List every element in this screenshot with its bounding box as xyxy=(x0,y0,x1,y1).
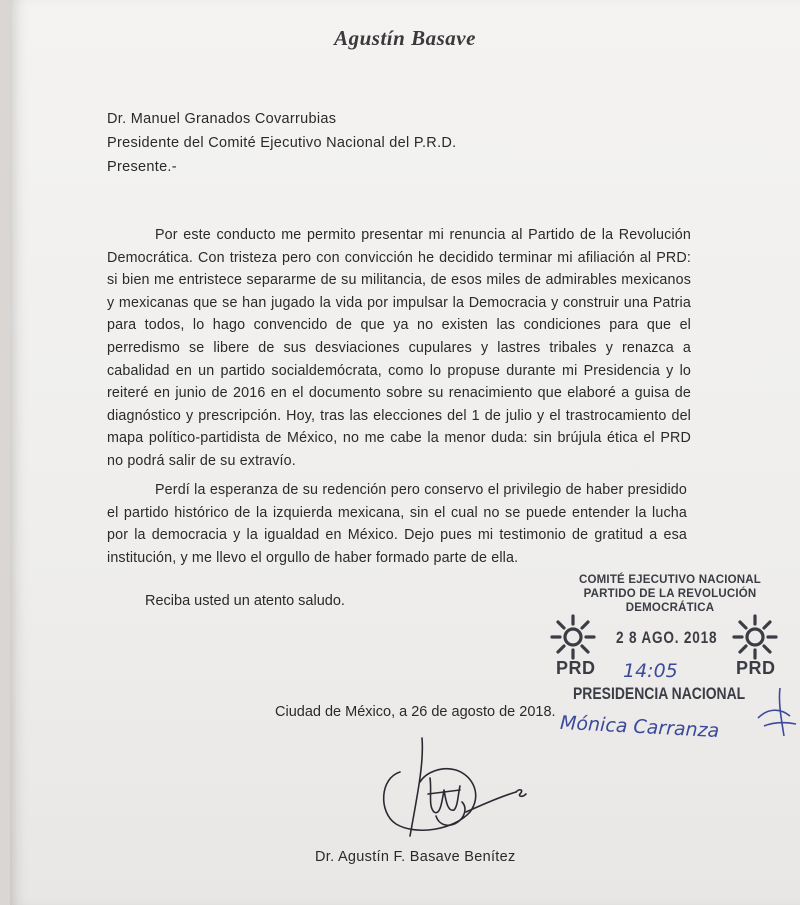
letter-page xyxy=(10,0,800,905)
paragraph-text: Perdí la esperanza de su redención pero conservo el privilegio de haber presidido el partido histórico de la izquierda mexicana, sin el cual no se puede entender la lucha por la democracia y la igualdad en México. Dejo pues mi testimonio de gratitud a esa institución, y me llevo el orgullo de haber formado parte de ella. xyxy=(107,482,687,566)
paragraph-text: Por este conducto me permito presentar mi renuncia al Partido de la Revolución Democrática. Con tristeza pero con convicción he decidido terminar mi afiliación al PRD: si bien me entristece separarme de su militancia, de esos miles de admirables mexicanos y mexicanas que se han jugado la vida por impulsar la Democracia y construir una Patria para todos, lo hago convencido de que ya no existen las condiciones para que el perredismo se libere de sus desviaciones cupulares y lastres tribales y renazca a cabalidad en un partido socialdemócrata, como lo propuse durante mi Presidencia y lo reiteré en junio de 2016 en el documento sobre su renacimiento que elaboré a guisa de diagnóstico y prescripción. Hoy, tras las elecciones del 1 de julio y el trastrocamiento del mapa político-partidista de México, no me cabe la menor duda: sin brújula ética el PRD no podrá salir de su extravío. xyxy=(107,227,691,469)
body-paragraph-1 xyxy=(107,224,691,473)
signature xyxy=(370,732,530,844)
body-paragraph-2 xyxy=(107,479,687,569)
signatory-name: Dr. Agustín F. Basave Benítez xyxy=(315,849,516,865)
recipient-title: Presidente del Comité Ejecutivo Nacional del P.R.D. xyxy=(107,135,457,151)
prd-sun-icon xyxy=(548,614,598,660)
closing-line: Reciba usted un atento saludo. xyxy=(145,593,345,609)
prd-sun-icon xyxy=(730,614,780,660)
handwritten-time: 14:05 xyxy=(623,660,678,682)
letterhead: Agustín Basave xyxy=(334,26,476,50)
reception-stamp xyxy=(540,570,800,760)
stamp-date: 2 8 AGO. 2018 xyxy=(616,628,718,647)
stamp-line-3: DEMOCRÁTICA xyxy=(625,601,715,615)
receiver-initials-mark xyxy=(750,678,800,738)
stamp-office: PRESIDENCIA NACIONAL xyxy=(573,684,746,703)
salutation: Presente.- xyxy=(107,159,177,175)
prd-logo-left: PRD xyxy=(556,658,596,678)
stamp-line-1: COMITÉ EJECUTIVO NACIONAL xyxy=(579,573,761,587)
prd-logo-right: PRD xyxy=(736,658,776,678)
handwritten-receiver: Mónica Carranza xyxy=(559,711,720,743)
recipient-name: Dr. Manuel Granados Covarrubias xyxy=(107,111,337,127)
place-date: Ciudad de México, a 26 de agosto de 2018. xyxy=(275,704,556,720)
stamp-line-2: PARTIDO DE LA REVOLUCIÓN xyxy=(583,587,757,601)
